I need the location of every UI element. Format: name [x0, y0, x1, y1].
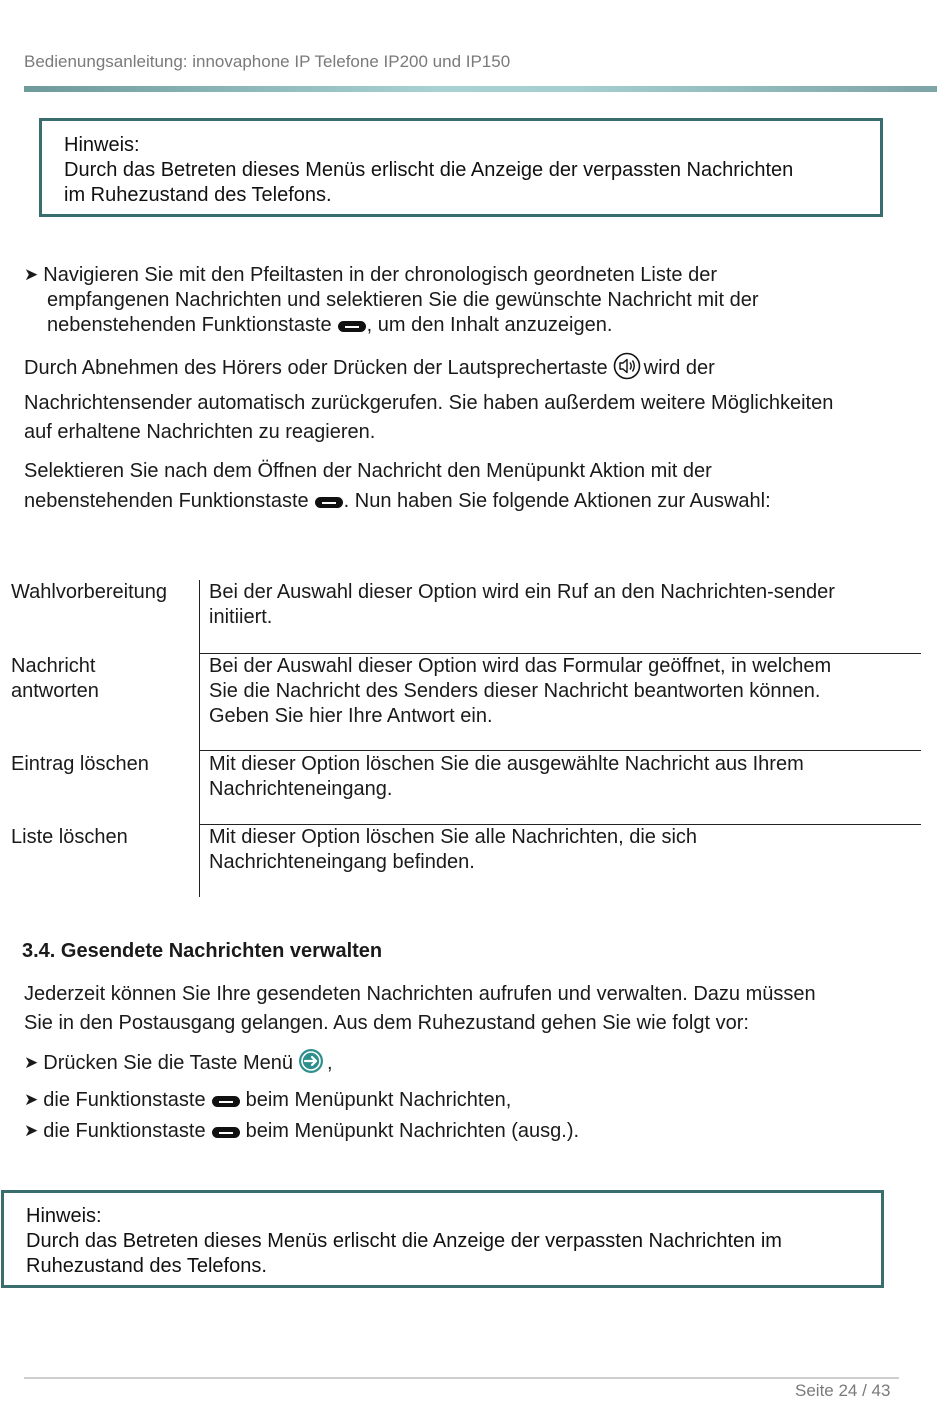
paragraph-text: Sie in den Postausgang gelangen. Aus dem Ruhezustand gehen Sie wie folgt vor:	[24, 1012, 749, 1034]
note-box-bottom	[1, 1190, 884, 1288]
callback-paragraph	[24, 352, 833, 447]
list-item	[24, 1047, 579, 1085]
option-description: Bei der Auswahl dieser Option wird das Formular geöffnet, in welchem Sie die Nachricht des Senders dieser Nachricht beantworten können. Geben Sie hier Ihre Antwort ein.	[209, 655, 832, 727]
function-key-icon	[212, 1096, 240, 1107]
paragraph-text: Selektieren Sie nach dem Öffnen der Nachricht den Menüpunkt Aktion mit der	[24, 460, 712, 482]
note-label: Hinweis:	[64, 134, 140, 156]
function-key-icon	[315, 497, 343, 508]
option-term: Wahlvorbereitung	[11, 581, 168, 603]
instruction-text: empfangenen Nachrichten und selektieren Sie die gewünschte Nachricht mit der	[47, 289, 759, 311]
page-number: Seite 24 / 43	[795, 1381, 891, 1400]
note-label: Hinweis:	[26, 1205, 102, 1227]
function-key-icon	[338, 321, 366, 332]
footer-divider	[24, 1377, 899, 1379]
function-key-icon	[212, 1127, 240, 1138]
speaker-key-icon	[612, 352, 642, 389]
step-text: beim Menüpunkt Nachrichten,	[245, 1089, 512, 1111]
note-text-line: im Ruhezustand des Telefons.	[64, 184, 332, 206]
option-term: Liste löschen	[11, 826, 128, 848]
instruction-text: nebenstehenden Funktionstaste	[47, 314, 332, 336]
table-column-divider	[199, 580, 200, 897]
paragraph-text: Jederzeit können Sie Ihre gesendeten Nachrichten aufrufen und verwalten. Dazu müssen	[24, 983, 816, 1005]
step-text: ,	[327, 1052, 333, 1074]
arrowhead-bullet-icon: ➤	[24, 1090, 39, 1109]
note-text-line: Durch das Betreten dieses Menüs erlischt die Anzeige der verpassten Nachrichten	[64, 159, 794, 181]
option-term: Eintrag löschen	[11, 753, 149, 775]
paragraph-text: auf erhaltene Nachrichten zu reagieren.	[24, 421, 376, 443]
arrowhead-bullet-icon: ➤	[24, 1121, 39, 1140]
steps-list	[24, 1047, 579, 1147]
list-item	[24, 1085, 579, 1116]
navigation-instruction	[24, 263, 759, 338]
step-text: Drücken Sie die Taste Menü	[43, 1052, 294, 1074]
section-heading: 3.4. Gesendete Nachrichten verwalten	[22, 940, 383, 962]
sent-messages-paragraph	[24, 980, 816, 1038]
step-text: beim Menüpunkt Nachrichten (ausg.).	[245, 1120, 580, 1142]
note-text-line: Ruhezustand des Telefons.	[26, 1255, 267, 1277]
header-divider	[24, 86, 937, 92]
paragraph-text: . Nun haben Sie folgende Aktionen zur Auswahl:	[343, 490, 771, 512]
menu-key-icon	[297, 1047, 325, 1085]
paragraph-text: wird der	[643, 357, 715, 379]
instruction-text: , um den Inhalt anzuzeigen.	[366, 314, 613, 336]
table-row-divider	[199, 750, 921, 751]
step-text: die Funktionstaste	[43, 1120, 206, 1142]
paragraph-text: Durch Abnehmen des Hörers oder Drücken der Lautsprechertaste	[24, 357, 608, 379]
note-box-top	[39, 118, 883, 217]
option-term: Nachricht antworten	[11, 655, 99, 702]
option-description: Mit dieser Option löschen Sie alle Nachrichten, die sich Nachrichteneingang befinden.	[209, 826, 698, 873]
list-item	[24, 1116, 579, 1147]
arrowhead-bullet-icon: ➤	[24, 265, 39, 284]
action-paragraph	[24, 456, 771, 516]
page-header-title: Bedienungsanleitung: innovaphone IP Telefone IP200 und IP150	[24, 52, 511, 71]
paragraph-text: nebenstehenden Funktionstaste	[24, 490, 309, 512]
arrowhead-bullet-icon: ➤	[24, 1053, 39, 1072]
instruction-text: Navigieren Sie mit den Pfeiltasten in der chronologisch geordneten Liste der	[43, 264, 717, 286]
paragraph-text: Nachrichtensender automatisch zurückgerufen. Sie haben außerdem weitere Möglichkeiten	[24, 392, 834, 414]
note-text-line: Durch das Betreten dieses Menüs erlischt die Anzeige der verpassten Nachrichten im	[26, 1230, 782, 1252]
option-description: Bei der Auswahl dieser Option wird ein Ruf an den Nachrichten-sender initiiert.	[209, 581, 835, 628]
option-description: Mit dieser Option löschen Sie die ausgewählte Nachricht aus Ihrem Nachrichteneingang.	[209, 753, 804, 800]
step-text: die Funktionstaste	[43, 1089, 206, 1111]
